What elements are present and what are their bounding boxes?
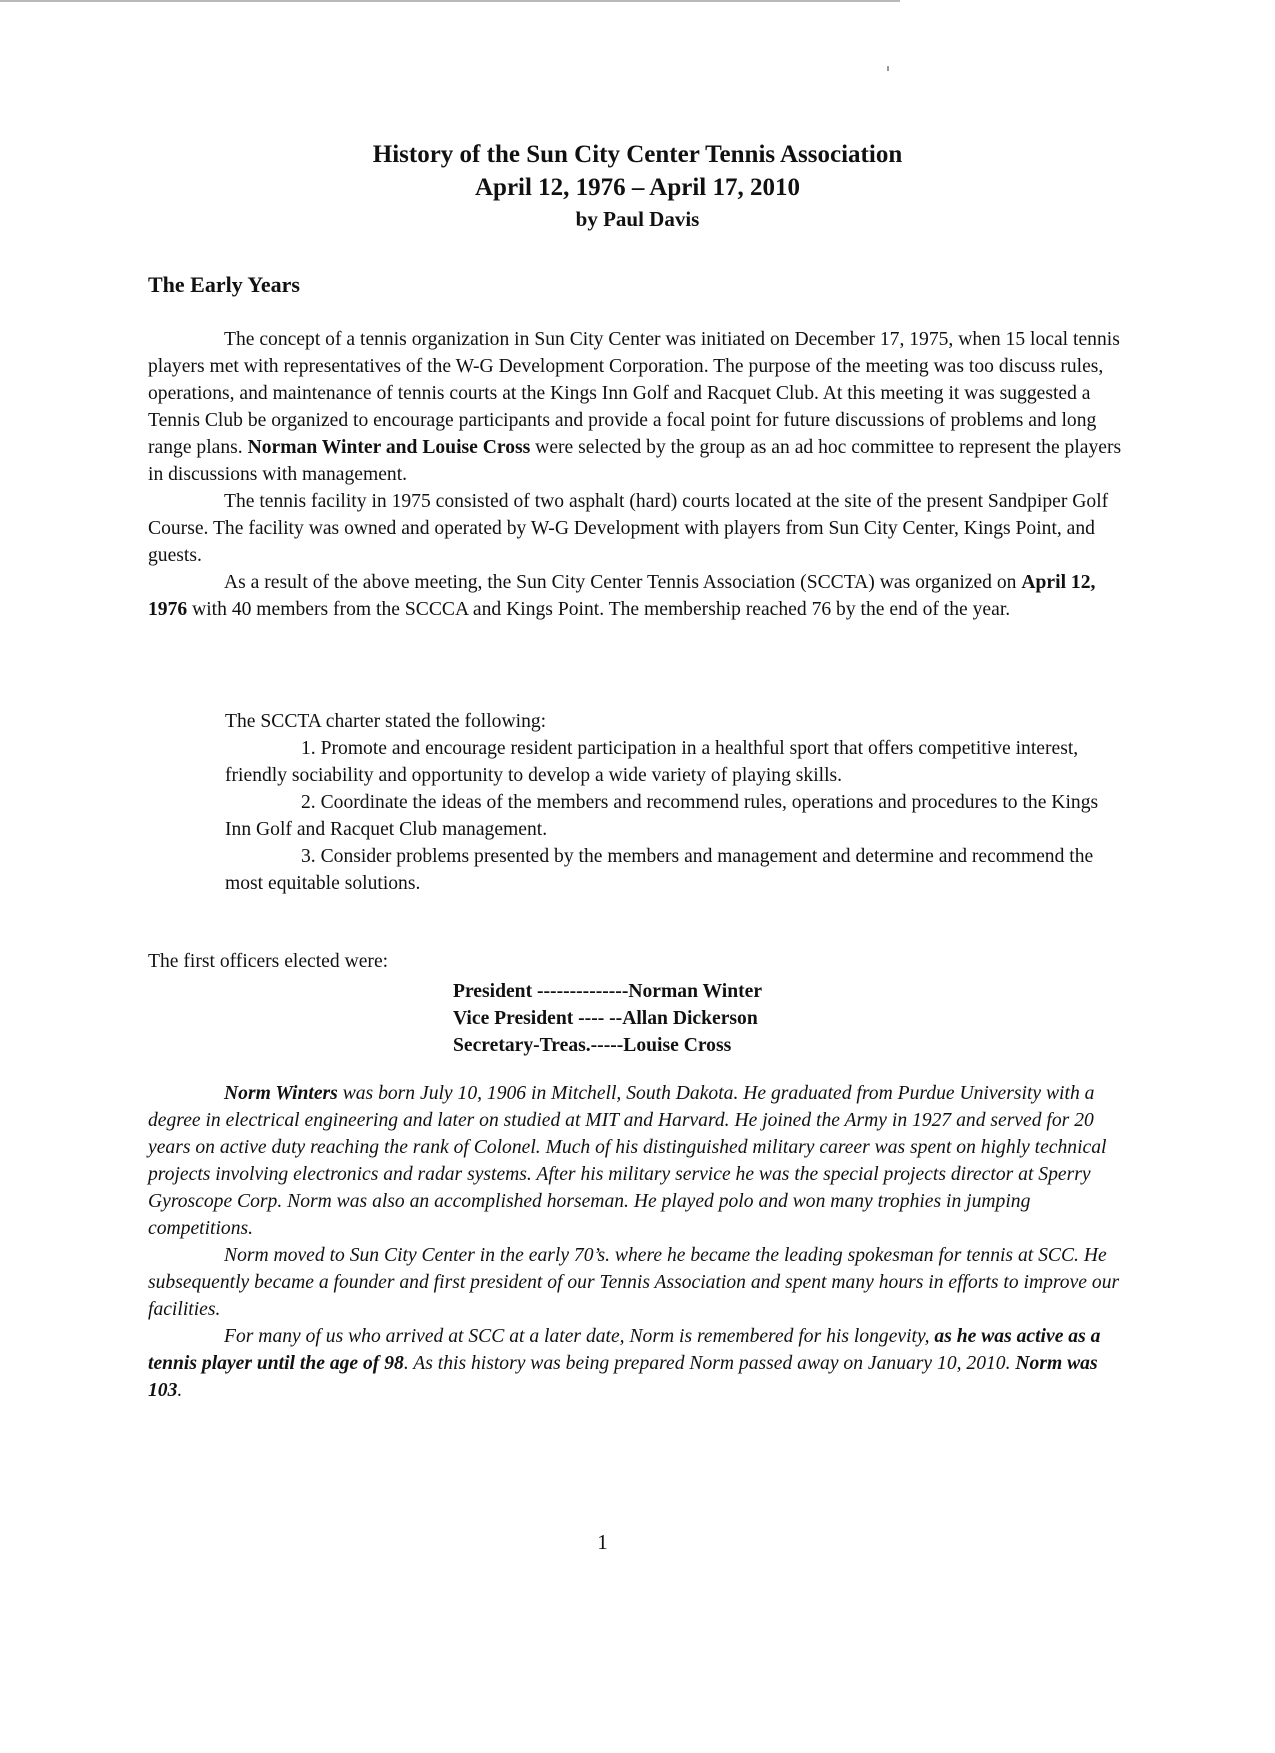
paragraph-text: was born July 10, 1906 in Mitchell, South Dakota. He graduated from Purdue University with a degree in electrical engineering and later on studied at MIT and Harvard. He joined the Army in 1927 and served for 20 years on active duty reaching the rank of Colonel. Much of his distinguished military career was spent on highly technical projects involving electronics and radar systems. After his military service he was the special projects director at Sperry Gyroscope Corp. Norm was also an accomplished horseman. He played polo and won many trophies in jumping competitions. [148,1083,1107,1239]
paragraph-organized [148,569,1128,623]
scan-edge-line [0,0,900,2]
bio-paragraph-3 [148,1323,1133,1404]
charter-section [225,708,1125,897]
document-date-range: April 12, 1976 – April 17, 2010 [474,174,800,201]
title-block [0,138,1275,234]
paragraph-text: . [177,1380,183,1401]
document-title: History of the Sun City Center Tennis Association [372,141,903,168]
bio-paragraph-1 [148,1080,1133,1242]
bold-phrase: as he was active as a tennis player until the age of 98 [148,1326,1101,1374]
bold-names: Norman Winter and Louise Cross [247,437,531,458]
bold-phrase: Norm was 103 [148,1353,1098,1401]
paragraph-facility: The tennis facility in 1975 consisted of two asphalt (hard) courts located at the site of the present Sandpiper Golf Course. The facility was owned and operated by W-G Development with players from Sun City Center, Kings Point, and guests. [148,491,1109,566]
early-years-body [148,326,1128,623]
paragraph-text: The concept of a tennis organization in Sun City Center was initiated on December 17, 1975, when 15 local tennis players met with representatives of the W-G Development Corporation. The purpose of the meeting was too discuss rules, operations, and maintenance of tennis courts at the Kings Inn Golf and Racquet Club. At this meeting it was suggested a Tennis Club be organized to encourage participants and provide a focal point for future discussions of problems and long range plans. [148,329,1120,458]
paragraph-concept [148,326,1128,488]
document-author: by Paul Davis [575,207,700,231]
paragraph-text: For many of us who arrived at SCC at a later date, Norm is remembered for his longevity, [224,1326,935,1347]
section-heading: The Early Years [148,272,300,297]
paragraph-text: were selected by the group as an ad hoc committee to represent the players in discussions with management. [148,437,1122,485]
charter-item-2: 2. Coordinate the ideas of the members and recommend rules, operations and procedures to the Kings Inn Golf and Racquet Club management. [225,792,1099,840]
paragraph-text: with 40 members from the SCCCA and Kings Point. The membership reached 76 by the end of the year. [187,599,1011,620]
bold-name: Norm Winters [224,1083,338,1104]
scan-speck [887,66,889,71]
norm-winters-bio [148,1080,1133,1404]
officers-list [453,978,762,1059]
officer-secretary-treasurer: Secretary-Treas.-----Louise Cross [453,1035,732,1056]
officers-intro: The first officers elected were: [148,951,389,972]
charter-intro: The SCCTA charter stated the following: [225,711,547,732]
bold-date: April 12, 1976 [148,572,1096,620]
charter-item-3: 3. Consider problems presented by the members and management and determine and recommend the most equitable solutions. [225,846,1094,894]
bio-paragraph-2: Norm moved to Sun City Center in the early 70’s. where he became the leading spokesman for tennis at SCC. He subsequently became a founder and first president of our Tennis Association and spent many hours in efforts to improve our facilities. [148,1245,1120,1320]
page-number: 1 [597,1530,608,1554]
officer-vice-president: Vice President ---- --Allan Dickerson [453,1008,758,1029]
paragraph-text: As a result of the above meeting, the Sun City Center Tennis Association (SCCTA) was organized on [224,572,1022,593]
officer-president: President --------------Norman Winter [453,981,763,1002]
charter-item-1: 1. Promote and encourage resident participation in a healthful sport that offers competitive interest, friendly sociability and opportunity to develop a wide variety of playing skills. [225,738,1079,786]
paragraph-text: . As this history was being prepared Norm passed away on January 10, 2010. [403,1353,1016,1374]
